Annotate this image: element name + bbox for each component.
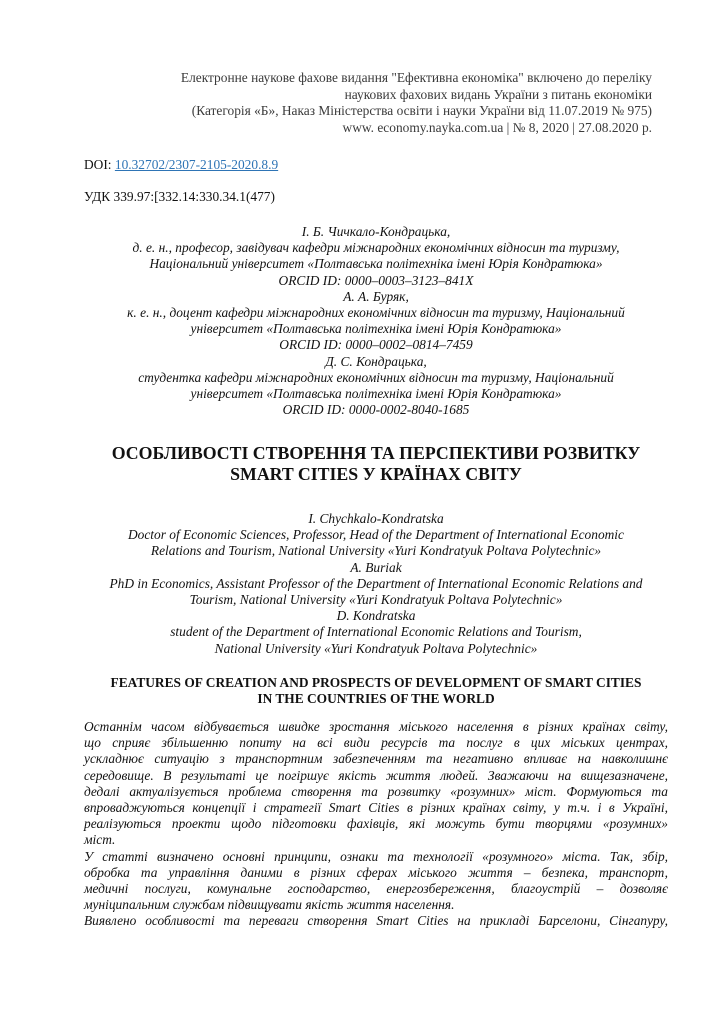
abstract-line: що сприяє збільшенню попиту на всі види ресурсів та послуг в цих міських центрах, [84, 735, 668, 751]
title-line: FEATURES OF CREATION AND PROSPECTS OF DEVELOPMENT OF SMART CITIES [110, 675, 642, 690]
authors-ua [84, 224, 668, 418]
article-title-ua [84, 443, 668, 485]
author-line: університет «Полтавська політехніка імені Юрія Кондратюка» [190, 321, 562, 337]
abstract-line: обробка та управління даними в різних сферах міського життя – безпека, транспорт, [84, 864, 668, 880]
author-line: Національний університет «Полтавська політехніка імені Юрія Кондратюка» [149, 256, 603, 272]
udk-code: УДК 339.97:[332.14:330.34.1(477) [84, 189, 275, 204]
author-line: Д. С. Кондрацька, [325, 353, 427, 369]
author-line: університет «Полтавська політехніка імені Юрія Кондратюка» [190, 386, 562, 402]
author-line: студентка кафедри міжнародних економічних відносин та туризму, Національний [138, 369, 614, 385]
author-line: student of the Department of International Economic Relations and Tourism, [170, 624, 582, 640]
author-line: A. Buriak [350, 559, 402, 575]
author-line: ORCID ID: 0000–0003–3123–841X [278, 272, 474, 288]
abstract-line: Виявлено особливості та переваги створення Smart Cities на прикладі Барселони, Сінгапуру, [84, 913, 668, 929]
authors-en [84, 511, 668, 657]
header-line: www. economy.nayka.com.ua | № 8, 2020 | 27.08.2020 р. [342, 119, 652, 135]
abstract-line: середовище. В результаті це погіршує якість життя людей. Зважаючи на вищезазначене, [84, 767, 668, 783]
abstract-line: Останнім часом відбувається швидке зростання міського населення в різних країнах світу, [84, 719, 668, 734]
author-line: д. е. н., професор, завідувач кафедри міжнародних економічних відносин та туризму, [132, 240, 620, 256]
abstract-line: медичні послуги, комунальне господарство, енергозбереження, благоустрій – дозволяє [84, 881, 668, 897]
header-line: наукових фахових видань України з питань економіки [344, 86, 652, 102]
abstract-line: муніципальним службам підвищувати якість життя населення. [84, 897, 455, 913]
author-line: А. А. Буряк, [343, 288, 409, 304]
title-line: SMART CITIES У КРАЇНАХ СВІТУ [230, 464, 522, 484]
abstract-line: У статті визначено основні принципи, ознаки та технології «розумного» міста. Так, збір, [84, 848, 668, 864]
abstract-line: реалізуються проекти щодо підготовки фахівців, які можуть бути творцями «розумних» [84, 816, 668, 832]
author-line: I. Chychkalo-Kondratska [308, 511, 444, 526]
author-line: Relations and Tourism, National University «Yuri Kondratyuk Poltava Polytechnic» [150, 543, 602, 559]
author-line: к. е. н., доцент кафедри міжнародних економічних відносин та туризму, Національний [127, 305, 625, 321]
header-line: Електронне наукове фахове видання "Ефективна економіка" включено до переліку [180, 70, 652, 85]
header-line: (Категорія «Б», Наказ Міністерства освіти і науки України від 11.07.2019 № 975) [191, 103, 652, 119]
abstract-text [84, 719, 668, 930]
abstract-line: міст. [84, 832, 116, 848]
author-line: National University «Yuri Kondratyuk Poltava Polytechnic» [214, 640, 538, 656]
abstract-line: ускладнює ситуацію з транспортним забезпеченням та негативно впливає на навколишнє [84, 751, 668, 767]
author-line: Tourism, National University «Yuri Kondratyuk Poltava Polytechnic» [189, 592, 563, 608]
abstract-line: дедалі актуалізується проблема створення та розвитку «розумних» міст. Формуються та [84, 783, 668, 799]
doi-link[interactable]: 10.32702/2307-2105-2020.8.9 [114, 157, 279, 172]
author-line: І. Б. Чичкало-Кондрацька, [301, 224, 451, 239]
title-line: ОСОБЛИВОСТІ СТВОРЕННЯ ТА ПЕРСПЕКТИВИ РОЗВИТКУ [111, 443, 641, 463]
author-line: ORCID ID: 0000–0002–0814–7459 [279, 337, 473, 353]
author-line: Doctor of Economic Sciences, Professor, Head of the Department of International Economic [128, 527, 624, 543]
doi-label: DOI: [84, 157, 115, 172]
author-line: PhD in Economics, Assistant Professor of the Department of International Economic Relations and [109, 575, 643, 591]
author-line: D. Kondratska [336, 608, 416, 624]
title-line: IN THE COUNTRIES OF THE WORLD [257, 691, 495, 706]
author-line: ORCID ID: 0000-0002-8040-1685 [282, 402, 470, 418]
article-title-en [84, 675, 668, 707]
doi-line [84, 157, 278, 173]
journal-header [60, 70, 652, 136]
abstract-line: впроваджуються концепції і стратегії Smart Cities в різних країнах світу, у т.ч. і в Україні, [84, 800, 668, 816]
